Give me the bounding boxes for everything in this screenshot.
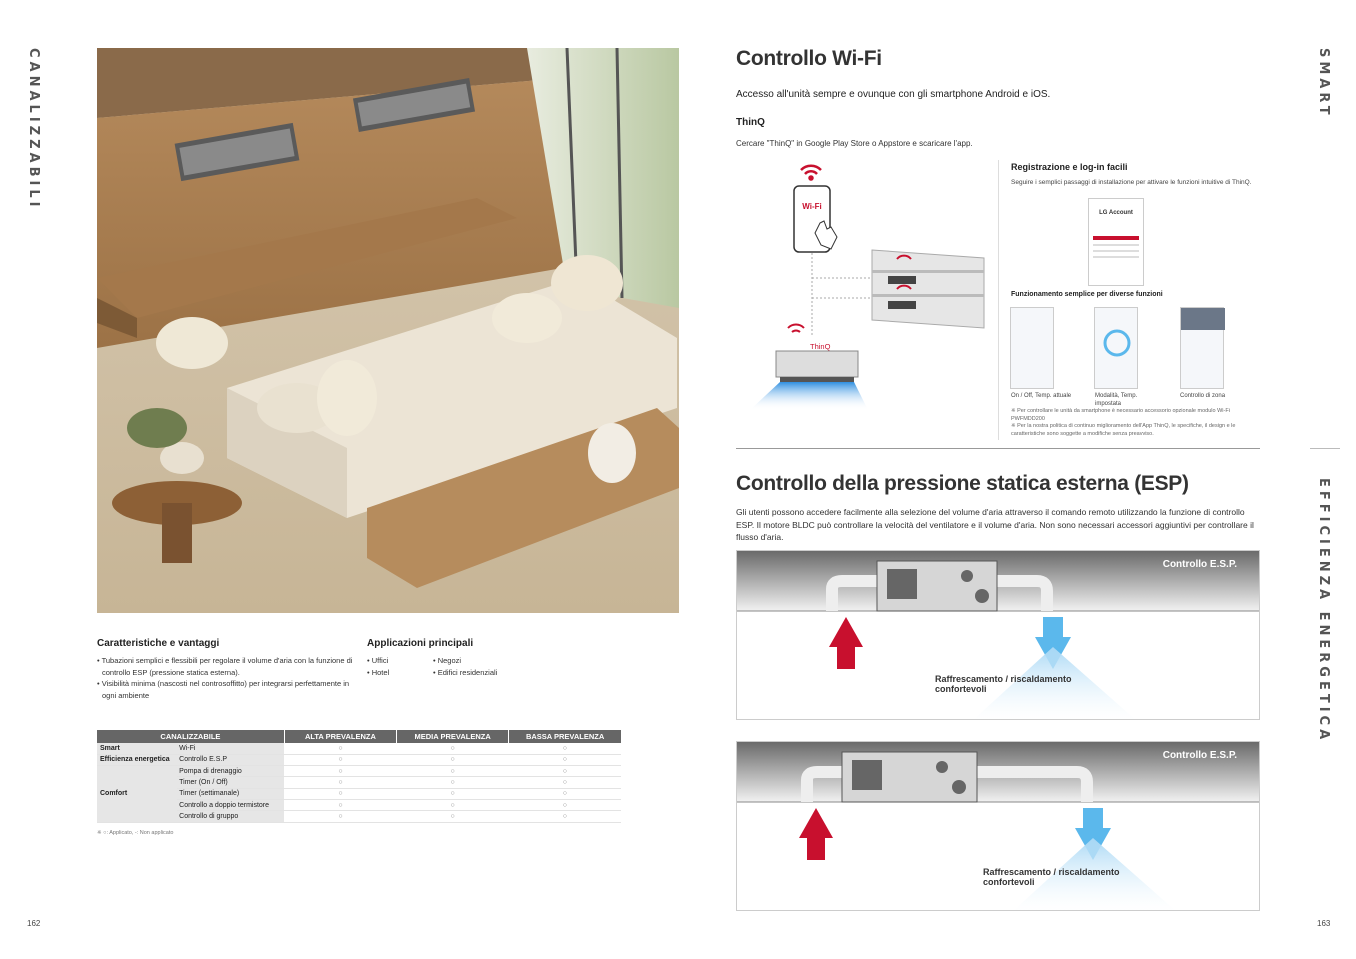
table-category: Comfort xyxy=(97,766,177,822)
app-screen-onoff xyxy=(1010,307,1054,389)
table-mark: ○ xyxy=(509,811,621,822)
table-mark: ○ xyxy=(284,743,396,754)
page-number-right: 163 xyxy=(1317,919,1331,928)
page-number-left: 162 xyxy=(27,919,41,928)
table-feature: Wi-Fi xyxy=(177,743,284,754)
table-header: BASSA PREVALENZA xyxy=(509,730,621,743)
esp-title: Controllo della pressione statica esterna (ESP) xyxy=(736,472,1189,495)
table-feature: Controllo di gruppo xyxy=(177,811,284,822)
esp-diagram-2 xyxy=(736,741,1260,911)
applications-title: Applicazioni principali xyxy=(367,638,474,649)
esp-caption: Raffrescamento / riscaldamento confortevoli xyxy=(935,674,1072,694)
section-divider xyxy=(1310,448,1340,449)
wifi-subtitle: Accesso all'unità sempre e ovunque con gli smartphone Android e iOS. xyxy=(736,89,1051,100)
wifi-title: Controllo Wi-Fi xyxy=(736,47,882,70)
application-item: • Negozi xyxy=(433,656,462,665)
table-mark: ○ xyxy=(284,766,396,777)
esp-diagram-1 xyxy=(736,550,1260,720)
function-caption: On / Off, Temp. attuale xyxy=(1011,393,1072,399)
airflow-icon xyxy=(750,382,868,410)
function-caption: Controllo di zona xyxy=(1180,393,1226,399)
column-divider xyxy=(998,160,999,440)
table-mark: ○ xyxy=(509,766,621,777)
table-header: CANALIZZABILE xyxy=(97,730,284,743)
esp-text: Gli utenti possono accedere facilmente alla selezione del volume d'aria attraverso il comando remoto utilizzando la funzione di controllo ESP. Il motore BLDC può controllare la velocità del ventilatore e il volume d'aria. Non sono necessari accessori aggiuntivi per controllare il flusso d'aria. xyxy=(736,507,1254,542)
app-screen-mode xyxy=(1094,307,1138,389)
table-feature: Pompa di drenaggio xyxy=(177,766,284,777)
table-mark: ○ xyxy=(397,788,509,799)
table-mark: ○ xyxy=(284,754,396,765)
table-header: MEDIA PREVALENZA xyxy=(397,730,509,743)
wifi-diagram xyxy=(738,158,992,413)
table-feature: Timer (settimanale) xyxy=(177,788,284,799)
thinq-label: ThinQ xyxy=(810,342,831,351)
living-room-photo xyxy=(97,48,679,613)
lg-account-screen xyxy=(1088,198,1144,286)
table-header: ALTA PREVALENZA xyxy=(284,730,396,743)
table-feature: Timer (On / Off) xyxy=(177,777,284,788)
table-row xyxy=(97,743,621,754)
table-feature: Controllo E.S.P xyxy=(177,754,284,765)
building-icon xyxy=(872,250,984,328)
thinq-title: ThinQ xyxy=(736,117,765,128)
section-label-smart: SMART xyxy=(1316,48,1331,119)
esp-caption: Raffrescamento / riscaldamento confortevoli xyxy=(983,867,1120,887)
function-caption: Modalità, Temp. impostata xyxy=(1095,393,1138,407)
wifi-notes xyxy=(1011,408,1251,438)
app-screen-zone xyxy=(1180,307,1224,389)
registration-text: Seguire i semplici passaggi di installazione per attivare le funzioni intuitive di ThinQ. xyxy=(1011,179,1252,186)
table-mark: ○ xyxy=(509,799,621,810)
section-label-canalizzabili: CANALIZZABILI xyxy=(26,48,41,211)
airflow-in-arrow xyxy=(829,617,863,669)
wifi-note: ※ Per controllare le unità da smartphone è necessario accessorio opzionale modulo Wi-Fi PWFMDD200 xyxy=(1011,408,1230,422)
functions-title: Funzionamento semplice per diverse funzioni xyxy=(1011,291,1163,298)
table-mark: ○ xyxy=(509,754,621,765)
airflow-in-arrow xyxy=(799,808,833,860)
phone-wifi-label: Wi-Fi xyxy=(802,202,822,211)
table-mark: ○ xyxy=(397,743,509,754)
table-mark: ○ xyxy=(284,811,396,822)
table-mark: ○ xyxy=(284,799,396,810)
table-mark: ○ xyxy=(397,766,509,777)
table-category: Smart xyxy=(97,743,177,754)
section-divider xyxy=(736,448,1260,449)
table-mark: ○ xyxy=(284,777,396,788)
features-item: • Visibilità minima (nascosti nel controsoffitto) per integrarsi perfettamente in ogni ambiente xyxy=(97,679,350,700)
wifi-note: ※ Per la nostra politica di continuo miglioramento dell'App ThinQ, le specifiche, il design e le caratteristiche sono soggette a modifiche senza preavviso. xyxy=(1011,423,1236,437)
table-note: ※ ○: Applicato, -: Non applicato xyxy=(97,830,174,836)
thinq-text: Cercare "ThinQ" in Google Play Store o Appstore e scaricare l'app. xyxy=(736,139,973,148)
table-mark: ○ xyxy=(397,799,509,810)
login-button-graphic xyxy=(1093,236,1139,240)
application-item: • Edifici residenziali xyxy=(433,667,498,677)
table-mark: ○ xyxy=(284,788,396,799)
features-item: • Tubazioni semplici e flessibili per regolare il volume d'aria con la funzione di controllo ESP (pressione statica esterna). xyxy=(97,656,353,677)
wifi-icon xyxy=(801,166,821,180)
features-title: Caratteristiche e vantaggi xyxy=(97,638,220,649)
table-row xyxy=(97,754,621,765)
esp-control-label: Controllo E.S.P. xyxy=(1162,750,1237,761)
table-mark: ○ xyxy=(509,788,621,799)
table-row xyxy=(97,766,621,777)
registration-title: Registrazione e log-in facili xyxy=(1011,162,1128,172)
table-category: Efficienza energetica xyxy=(97,754,177,765)
features-block xyxy=(97,638,357,701)
duct-unit-icon xyxy=(776,351,858,377)
features-table xyxy=(97,730,621,823)
table-feature: Controllo a doppio termistore xyxy=(177,799,284,810)
applications-block xyxy=(367,638,567,678)
table-mark: ○ xyxy=(397,754,509,765)
application-item: • Hotel xyxy=(367,667,390,677)
table-mark: ○ xyxy=(509,743,621,754)
lg-account-label: LG Account xyxy=(1099,210,1133,216)
table-mark: ○ xyxy=(397,777,509,788)
section-label-efficienza: EFFICIENZA ENERGETICA xyxy=(1316,478,1331,744)
esp-control-label: Controllo E.S.P. xyxy=(1162,559,1237,570)
table-mark: ○ xyxy=(509,777,621,788)
table-mark: ○ xyxy=(397,811,509,822)
application-item: • Uffici xyxy=(367,656,389,665)
